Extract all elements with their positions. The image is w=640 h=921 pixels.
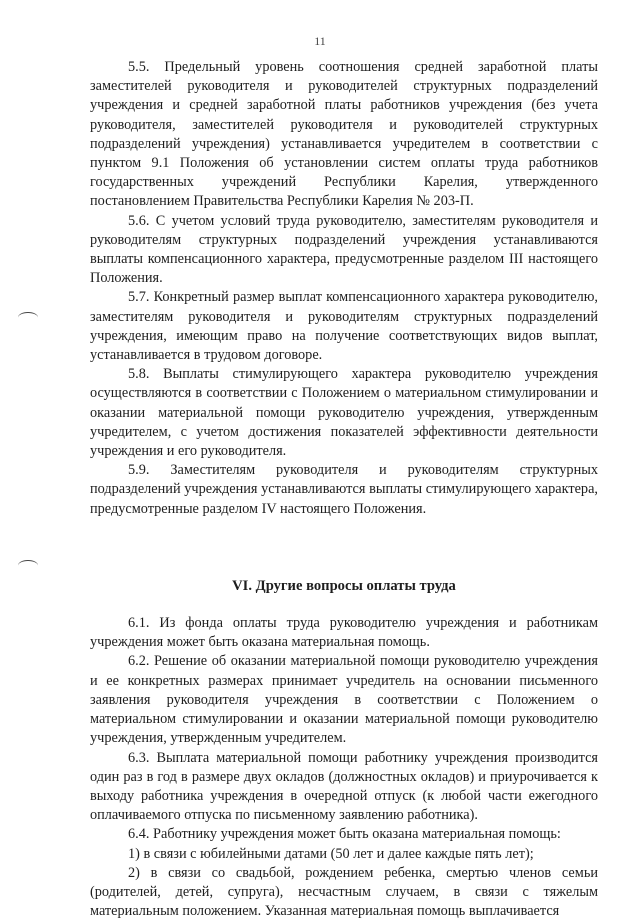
paragraph-5-5: 5.5. Предельный уровень соотношения средней заработной платы заместителей руководителя и руководителей структурных подразделений учреждения и средней заработной платы работников учреждения (без учета руководителя, заместителей руководителя и руководителей структурных подразделений учреждения) устанавливается учредителем в соответствии с пунктом 9.1 Положения об установлении систем оплаты труда работников государственных учреждений Республики Карелия, утвержденного постановлением Правительства Республики Карелия № 203-П.: [90, 59, 598, 210]
page-number: 11: [314, 34, 326, 48]
punch-hole-mark: [18, 560, 38, 571]
paragraph-5-9: 5.9. Заместителям руководителя и руководителям структурных подразделений учреждения устанавливаются выплаты стимулирующего характера, предусмотренные разделом IV настоящего Положения.: [90, 462, 598, 517]
list-item-1: 1) в связи с юбилейными датами (50 лет и далее каждые пять лет);: [128, 845, 534, 862]
paragraph-5-6: 5.6. С учетом условий труда руководителю, заместителям руководителя и руководителям структурных подразделений учреждения устанавливаются выплаты компенсационного характера, предусмотренные разделом III настоящего Положения.: [90, 212, 598, 287]
paragraph-6-3: 6.3. Выплата материальной помощи работнику учреждения производится один раз в год в размере двух окладов (должностных окладов) и приурочивается к выходу работника учреждения в очередной отпуск (к любой части ежегодного оплачиваемого отпуска по письменному заявлению работника).: [90, 749, 598, 824]
section-heading: VI. Другие вопросы оплаты труда: [232, 577, 456, 594]
punch-hole-mark: [18, 312, 38, 323]
list-item-2: 2) в связи со свадьбой, рождением ребенка, смертью членов семьи (родителей, детей, супруга), несчастным случаем, в связи с тяжелым материальным положением. Указанная материальная помощь выплачивается: [90, 864, 598, 920]
paragraph-5-7: 5.7. Конкретный размер выплат компенсационного характера руководителю, заместителям руководителя и руководителям структурных подразделений учреждения, имеющим право на получение соответствующих видов выплат, устанавливается в трудовом договоре.: [90, 289, 598, 364]
paragraph-6-1: 6.1. Из фонда оплаты труда руководителю учреждения и работникам учреждения может быть оказана материальная помощь.: [90, 615, 598, 651]
paragraph-5-8: 5.8. Выплаты стимулирующего характера руководителю учреждения осуществляются в соответствии с Положением о материальном стимулировании и оказании материальной помощи руководителю учреждения, утвержденным учредителем, с учетом достижения показателей эффективности деятельности учреждения и его руководителя.: [90, 366, 598, 460]
paragraph-6-4: 6.4. Работнику учреждения может быть оказана материальная помощь:: [128, 826, 561, 843]
document-body: [90, 58, 598, 921]
paragraph-6-2: 6.2. Решение об оказании материальной помощи руководителю учреждения и ее конкретных размерах принимает учредитель на основании письменного заявления руководителя учреждения в соответствии с Положением о материальном стимулировании и оказании материальной помощи руководителю учреждения, утвержденным учредителем.: [90, 653, 598, 747]
